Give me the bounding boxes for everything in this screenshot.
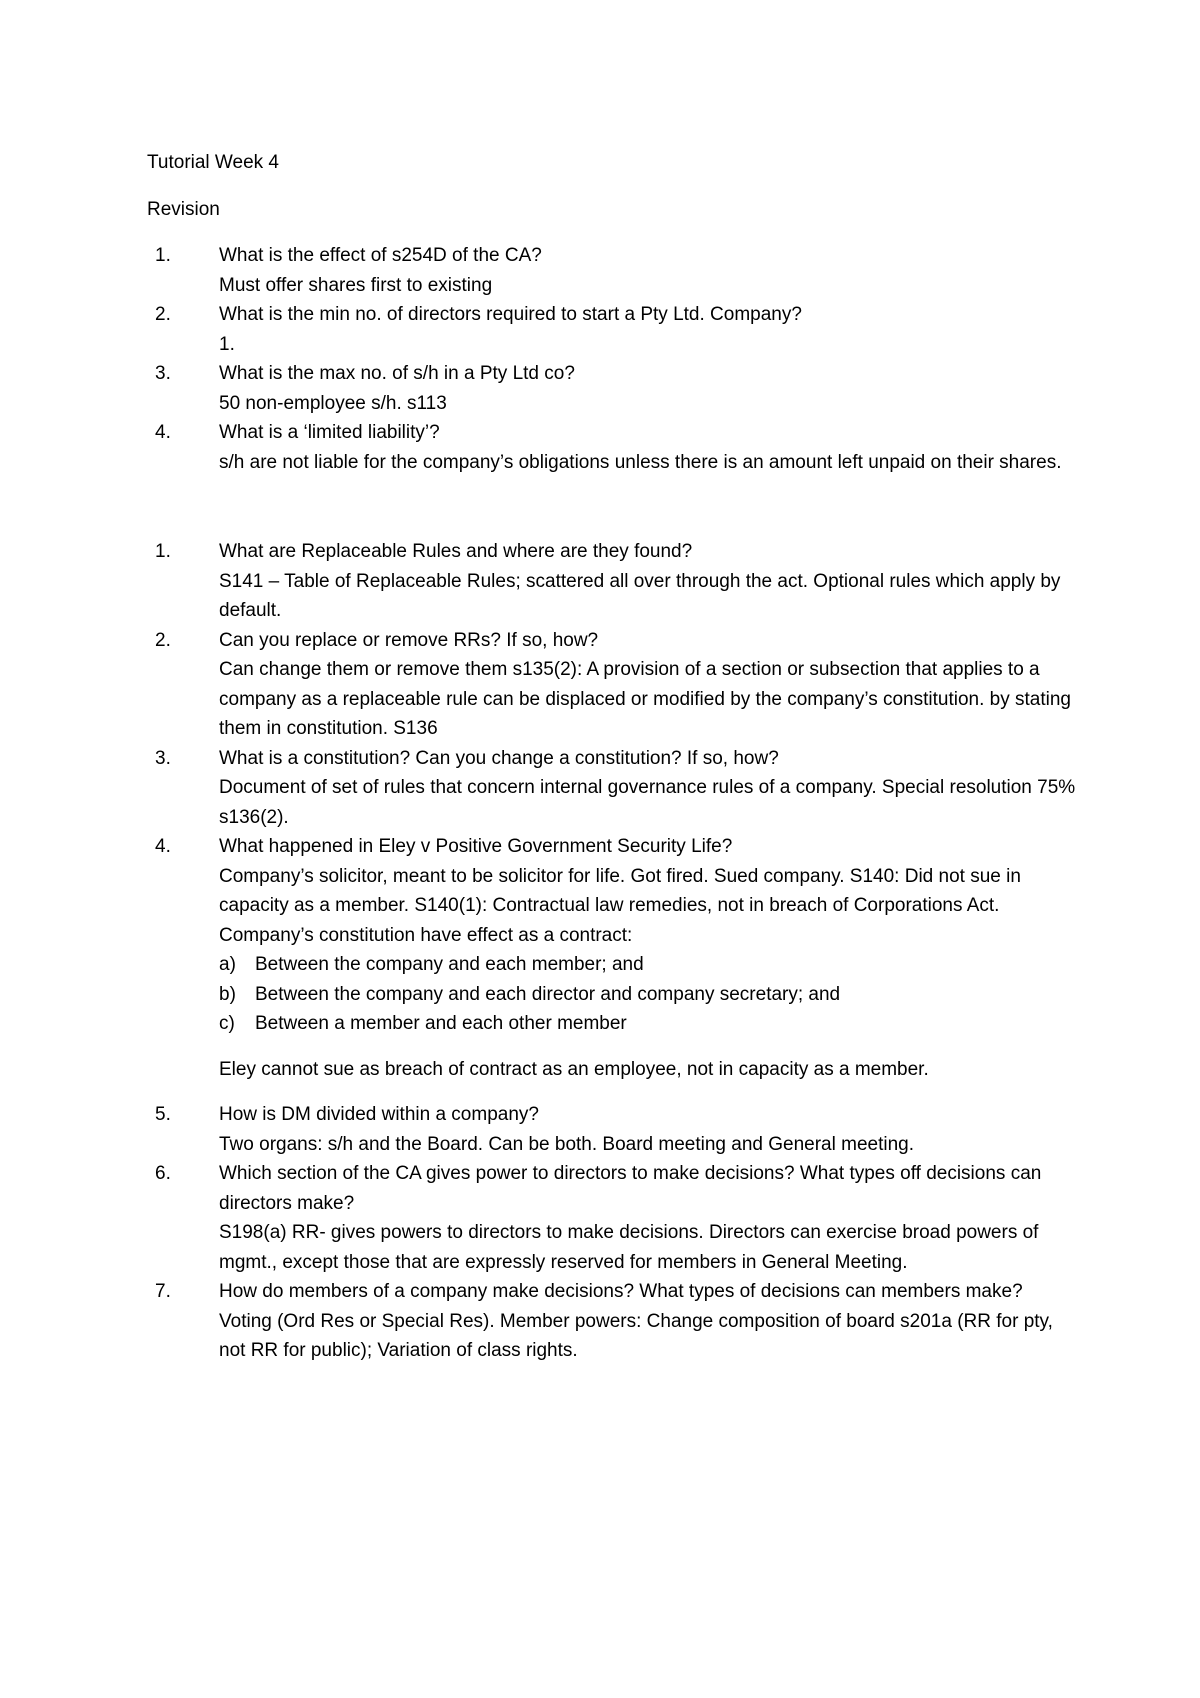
question-text: What is a ‘limited liability’? bbox=[219, 422, 440, 443]
list-item bbox=[147, 832, 1080, 1084]
question-text: Which section of the CA gives power to directors to make decisions? What types off decisions can directors make? bbox=[219, 1163, 1042, 1214]
sub-item-label: b) bbox=[219, 983, 236, 1005]
item-number: 4. bbox=[155, 836, 171, 857]
section-2-list bbox=[147, 537, 1080, 1366]
question-text: What is a constitution? Can you change a constitution? If so, how? bbox=[219, 747, 779, 769]
sub-item-label: c) bbox=[219, 1013, 235, 1034]
answer-text: Document of set of rules that concern internal governance rules of a company. Special resolution 75% s136(2). bbox=[219, 777, 1076, 828]
answer-text: s/h are not liable for the company’s obligations unless there is an amount left unpaid on their shares. bbox=[219, 451, 1062, 473]
item-number: 1. bbox=[155, 541, 171, 562]
answer-text: S198(a) RR- gives powers to directors to make decisions. Directors can exercise broad powers of mgmt., except those that are expressly reserved for members in General Meeting. bbox=[219, 1222, 1039, 1273]
item-number: 5. bbox=[155, 1104, 171, 1125]
item-number: 7. bbox=[155, 1281, 171, 1302]
sub-item-text: Between a member and each other member bbox=[255, 1013, 627, 1034]
contract-sublist bbox=[219, 950, 1080, 1039]
item-number: 3. bbox=[155, 363, 171, 384]
question-text: What happened in Eley v Positive Government Security Life? bbox=[219, 836, 733, 857]
section-spacer bbox=[147, 477, 1080, 537]
section-1-list bbox=[147, 241, 1080, 477]
answer-conclusion: Eley cannot sue as breach of contract as an employee, not in capacity as a member. bbox=[219, 1058, 929, 1080]
answer-text: Voting (Ord Res or Special Res). Member powers: Change composition of board s201a (RR for pty, not RR for public); Variation of class rights. bbox=[219, 1310, 1053, 1361]
sub-item-label: a) bbox=[219, 954, 236, 975]
list-item bbox=[147, 1277, 1080, 1366]
sub-list-item bbox=[219, 1009, 1080, 1039]
question-text: How is DM divided within a company? bbox=[219, 1104, 539, 1125]
answer-text: 1. bbox=[219, 333, 235, 355]
question-text: What is the effect of s254D of the CA? bbox=[219, 245, 542, 266]
sub-item-text: Between the company and each director and company secretary; and bbox=[255, 983, 841, 1005]
sub-list-item bbox=[219, 950, 1080, 980]
list-item bbox=[147, 744, 1080, 833]
item-number: 6. bbox=[155, 1163, 171, 1184]
answer-text: S141 – Table of Replaceable Rules; scattered all over through the act. Optional rules which apply by default. bbox=[219, 570, 1061, 621]
list-item bbox=[147, 241, 1080, 300]
answer-text: Company’s solicitor, meant to be solicitor for life. Got fired. Sued company. S140: Did not sue in capacity as a member. S140(1): Contractual law remedies, not in breach of Corporations Act. Company’s constitution have effect as a contract: bbox=[219, 865, 1021, 946]
list-item bbox=[147, 359, 1080, 418]
item-number: 2. bbox=[155, 629, 171, 651]
document-subtitle: Revision bbox=[147, 198, 220, 220]
item-number: 4. bbox=[155, 422, 171, 443]
question-text: Can you replace or remove RRs? If so, how? bbox=[219, 629, 599, 651]
list-item bbox=[147, 1159, 1080, 1277]
answer-text: 50 non-employee s/h. s113 bbox=[219, 392, 447, 414]
document-title: Tutorial Week 4 bbox=[147, 152, 279, 173]
list-item bbox=[147, 1100, 1080, 1159]
list-item bbox=[147, 300, 1080, 359]
question-text: How do members of a company make decisions? What types of decisions can members make? bbox=[219, 1281, 1023, 1302]
item-number: 2. bbox=[155, 304, 171, 325]
question-text: What are Replaceable Rules and where are they found? bbox=[219, 541, 693, 562]
item-number: 3. bbox=[155, 747, 171, 769]
answer-text: Can change them or remove them s135(2): A provision of a section or subsection that applies to a company as a replaceable rule can be displaced or modified by the company’s constitution. by stating them in constitution. S136 bbox=[219, 659, 1071, 739]
list-item bbox=[147, 418, 1080, 477]
sub-list-item bbox=[219, 980, 1080, 1010]
item-number: 1. bbox=[155, 245, 171, 266]
question-text: What is the max no. of s/h in a Pty Ltd co? bbox=[219, 363, 575, 384]
list-item bbox=[147, 537, 1080, 626]
list-item bbox=[147, 626, 1080, 744]
answer-text: Must offer shares first to existing bbox=[219, 274, 493, 296]
sub-item-text: Between the company and each member; and bbox=[255, 954, 644, 975]
answer-text: Two organs: s/h and the Board. Can be both. Board meeting and General meeting. bbox=[219, 1133, 914, 1155]
question-text: What is the min no. of directors required to start a Pty Ltd. Company? bbox=[219, 304, 802, 325]
